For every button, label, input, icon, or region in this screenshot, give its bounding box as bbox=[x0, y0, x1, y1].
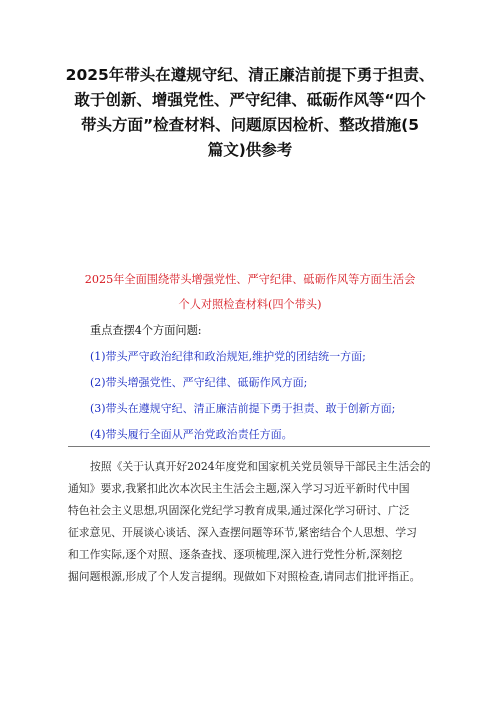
paragraph-line: 征求意见、开展谈心谈话、深入查摆问题等环节,紧密结合个人思想、学习 bbox=[68, 526, 417, 539]
paragraph-line: 通知》要求,我紧扣此次本次民主生活会主题,深入学习习近平新时代中国 bbox=[68, 482, 410, 495]
title-line: 篇文)供参考 bbox=[207, 141, 293, 159]
issue-item: (3)带头在遵规守纪、清正廉洁前提下勇于担责、敢于创新方面; bbox=[90, 402, 396, 415]
issue-item: (1)带头严守政治纪律和政治规矩,维护党的团结统一方面; bbox=[90, 350, 366, 363]
title-line: 带头方面”检查材料、问题原因检析、整改措施(5 bbox=[80, 116, 420, 134]
issue-item: (2)带头增强党性、严守纪律、砥砺作风方面; bbox=[90, 376, 308, 389]
divider bbox=[68, 446, 430, 447]
title-line: 敢于创新、增强党性、严守纪律、砥砺作风等“四个 bbox=[74, 91, 426, 109]
paragraph-line: 按照《关于认真开好2024年度党和国家机关党员领导干部民主生活会的 bbox=[90, 460, 431, 473]
paragraph-line: 和工作实际,逐个对照、逐条查找、逐项梳理,深入进行党性分析,深刻挖 bbox=[68, 548, 403, 561]
section-heading: 2025年全面围绕带头增强党性、严守纪律、砥砺作风等方面生活会 bbox=[84, 273, 416, 286]
section-subheading: 个人对照检查材料(四个带头) bbox=[178, 298, 322, 311]
paragraph-line: 掘问题根源,形成了个人发言提纲。现做如下对照检查,请同志们批评指正。 bbox=[68, 570, 421, 583]
title-line: 2025年带头在遵规守纪、清正廉洁前提下勇于担责、 bbox=[65, 66, 435, 84]
document-title bbox=[64, 63, 436, 163]
paragraph-line: 特色社会主义思想,巩固深化党纪学习教育成果,通过深化学习研讨、广泛 bbox=[68, 504, 410, 517]
issues-intro: 重点查摆4个方面问题: bbox=[90, 324, 202, 337]
issue-item: (4)带头履行全面从严治党政治责任方面。 bbox=[90, 428, 293, 441]
body-paragraph bbox=[68, 456, 432, 588]
